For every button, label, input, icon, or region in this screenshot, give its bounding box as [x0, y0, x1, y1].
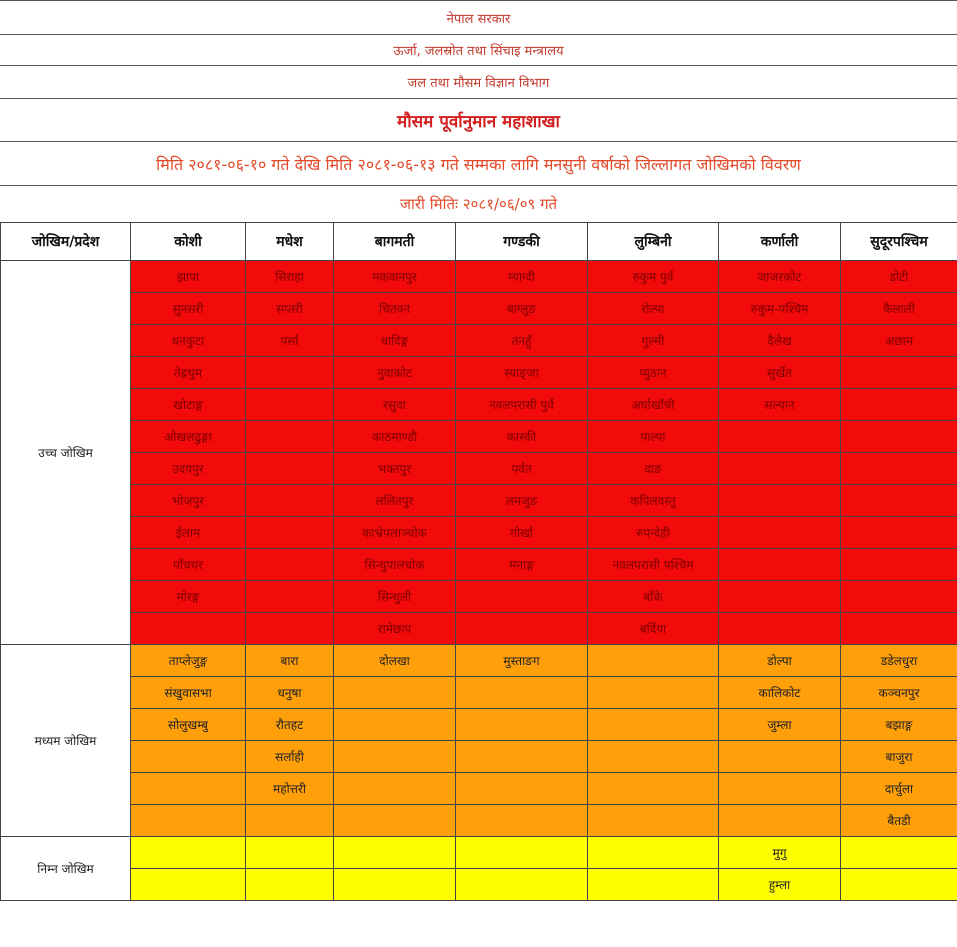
- district-cell: [456, 741, 588, 773]
- district-cell: ईलाम: [131, 517, 246, 549]
- district-cell: म्याग्दी: [456, 261, 588, 293]
- high-risk-label: उच्च जोखिम: [1, 261, 131, 645]
- district-cell: पाँचथर: [131, 549, 246, 581]
- district-cell: [456, 773, 588, 805]
- forecast-subject: मिति २०८१-०६-१० गते देखि मिति २०८१-०६-१३ गते सम्मका लागि मनसुनी वर्षाको जिल्लागत जोखिमको विवरण: [0, 141, 957, 185]
- table-row: [1, 549, 957, 581]
- table-row: [1, 837, 957, 869]
- district-cell: सिन्धुपालचोक: [334, 549, 456, 581]
- district-cell: [334, 741, 456, 773]
- district-cell: धनुषा: [246, 677, 334, 709]
- low-risk-label: निम्न जोखिम: [1, 837, 131, 901]
- column-header: लुम्बिनी: [588, 223, 719, 261]
- district-cell: दाङ: [588, 453, 719, 485]
- table-row: [1, 389, 957, 421]
- district-cell: [131, 869, 246, 901]
- district-cell: सल्यान: [719, 389, 841, 421]
- district-cell: [246, 613, 334, 645]
- column-header: कर्णाली: [719, 223, 841, 261]
- district-cell: [719, 485, 841, 517]
- district-cell: [246, 837, 334, 869]
- district-cell: बाग्लुङ: [456, 293, 588, 325]
- table-row: [1, 805, 957, 837]
- table-row: [1, 261, 957, 293]
- district-risk-table: [0, 222, 957, 901]
- header-row: [1, 223, 957, 261]
- district-cell: पर्वत: [456, 453, 588, 485]
- table-row: [1, 709, 957, 741]
- district-cell: नवलपरासी पश्चिम: [588, 549, 719, 581]
- table-row: [1, 293, 957, 325]
- district-cell: उदयपुर: [131, 453, 246, 485]
- government-name: नेपाल सरकार: [0, 0, 957, 34]
- district-cell: कास्की: [456, 421, 588, 453]
- district-cell: रोल्पा: [588, 293, 719, 325]
- column-header: मधेश: [246, 223, 334, 261]
- district-cell: रुकुम पुर्व: [588, 261, 719, 293]
- district-cell: कालिकोट: [719, 677, 841, 709]
- district-cell: सुर्खेत: [719, 357, 841, 389]
- district-cell: चितवन: [334, 293, 456, 325]
- district-cell: प्युठान: [588, 357, 719, 389]
- district-cell: [456, 869, 588, 901]
- district-cell: डोल्पा: [719, 645, 841, 677]
- district-cell: [719, 453, 841, 485]
- district-cell: [719, 613, 841, 645]
- district-cell: सर्लाही: [246, 741, 334, 773]
- department-name: जल तथा मौसम विज्ञान विभाग: [0, 65, 957, 98]
- district-cell: दोलखा: [334, 645, 456, 677]
- district-cell: [246, 517, 334, 549]
- district-cell: [131, 837, 246, 869]
- district-cell: गोर्खा: [456, 517, 588, 549]
- table-row: [1, 325, 957, 357]
- column-header: सुदूरपश्चिम: [841, 223, 957, 261]
- district-cell: [334, 709, 456, 741]
- district-cell: [246, 453, 334, 485]
- district-cell: [588, 677, 719, 709]
- district-cell: डडेलधुरा: [841, 645, 957, 677]
- district-cell: मकवानपुर: [334, 261, 456, 293]
- district-cell: [246, 389, 334, 421]
- district-cell: [588, 869, 719, 901]
- table-row: [1, 485, 957, 517]
- district-cell: रामेछाप: [334, 613, 456, 645]
- district-cell: [719, 549, 841, 581]
- district-cell: झापा: [131, 261, 246, 293]
- district-cell: [456, 837, 588, 869]
- district-cell: दार्चुला: [841, 773, 957, 805]
- district-cell: रुकुम-पश्चिम: [719, 293, 841, 325]
- district-cell: लमजुङ: [456, 485, 588, 517]
- district-cell: [719, 805, 841, 837]
- district-cell: [588, 741, 719, 773]
- issue-date: जारी मितिः २०८१/०६/०९ गते: [0, 185, 957, 222]
- district-cell: धनकुटा: [131, 325, 246, 357]
- district-cell: [246, 805, 334, 837]
- district-cell: [841, 389, 957, 421]
- district-cell: सुनसरी: [131, 293, 246, 325]
- district-cell: [841, 517, 957, 549]
- district-cell: बझाङ्ग: [841, 709, 957, 741]
- district-cell: स्याङ्जा: [456, 357, 588, 389]
- district-cell: [841, 549, 957, 581]
- district-cell: [456, 805, 588, 837]
- table-row: [1, 613, 957, 645]
- district-cell: [841, 453, 957, 485]
- district-cell: रसुवा: [334, 389, 456, 421]
- district-cell: अछाम: [841, 325, 957, 357]
- district-cell: [334, 677, 456, 709]
- district-cell: [719, 581, 841, 613]
- district-cell: ताप्लेजुङ्ग: [131, 645, 246, 677]
- district-cell: सिन्धुली: [334, 581, 456, 613]
- district-cell: [456, 581, 588, 613]
- district-cell: बाँके: [588, 581, 719, 613]
- district-cell: [841, 357, 957, 389]
- district-cell: पर्सा: [246, 325, 334, 357]
- table-row: [1, 741, 957, 773]
- district-cell: बैतडी: [841, 805, 957, 837]
- district-cell: दैलेख: [719, 325, 841, 357]
- district-cell: [719, 773, 841, 805]
- district-cell: सोलुखम्बु: [131, 709, 246, 741]
- district-cell: [456, 709, 588, 741]
- column-header: कोशी: [131, 223, 246, 261]
- district-cell: [246, 581, 334, 613]
- district-cell: [588, 773, 719, 805]
- district-cell: [841, 581, 957, 613]
- district-cell: सिराहा: [246, 261, 334, 293]
- district-cell: [246, 421, 334, 453]
- district-cell: [841, 837, 957, 869]
- column-header: जोखिम/प्रदेश: [1, 223, 131, 261]
- district-cell: [334, 805, 456, 837]
- district-cell: [719, 741, 841, 773]
- district-cell: गुल्मी: [588, 325, 719, 357]
- table-row: [1, 677, 957, 709]
- district-cell: [841, 869, 957, 901]
- district-cell: [456, 613, 588, 645]
- district-cell: [456, 677, 588, 709]
- district-cell: मनाङ्ग: [456, 549, 588, 581]
- district-cell: [841, 485, 957, 517]
- district-cell: [334, 773, 456, 805]
- district-cell: [246, 549, 334, 581]
- district-cell: महोत्तरी: [246, 773, 334, 805]
- district-cell: कञ्चनपुर: [841, 677, 957, 709]
- district-cell: [841, 613, 957, 645]
- district-cell: तनहुँ: [456, 325, 588, 357]
- district-cell: कपिलवस्तु: [588, 485, 719, 517]
- district-cell: खोटाङ्ग: [131, 389, 246, 421]
- district-cell: हुम्ला: [719, 869, 841, 901]
- district-cell: रौतहट: [246, 709, 334, 741]
- district-cell: [131, 805, 246, 837]
- district-cell: [588, 645, 719, 677]
- column-header: गण्डकी: [456, 223, 588, 261]
- table-row: [1, 773, 957, 805]
- district-cell: मुस्ताङग: [456, 645, 588, 677]
- district-cell: [588, 709, 719, 741]
- district-cell: [131, 741, 246, 773]
- district-cell: बर्दिया: [588, 613, 719, 645]
- table-body: [1, 261, 957, 901]
- column-header: बागमती: [334, 223, 456, 261]
- district-cell: पाल्पा: [588, 421, 719, 453]
- district-cell: [131, 773, 246, 805]
- district-cell: [841, 421, 957, 453]
- district-cell: ओखलढुङ्गा: [131, 421, 246, 453]
- table-row: [1, 517, 957, 549]
- district-cell: ललितपुर: [334, 485, 456, 517]
- district-cell: मोरङ्ग: [131, 581, 246, 613]
- district-cell: जाजरकोट: [719, 261, 841, 293]
- district-cell: तेह्रथुम: [131, 357, 246, 389]
- district-cell: [246, 357, 334, 389]
- district-cell: रुपन्देही: [588, 517, 719, 549]
- district-cell: मुगु: [719, 837, 841, 869]
- district-cell: [246, 869, 334, 901]
- district-cell: [719, 517, 841, 549]
- district-cell: [246, 485, 334, 517]
- district-cell: [131, 613, 246, 645]
- district-cell: नवलपरासी पुर्व: [456, 389, 588, 421]
- table-row: [1, 645, 957, 677]
- district-cell: सप्तरी: [246, 293, 334, 325]
- table-row: [1, 869, 957, 901]
- district-cell: बारा: [246, 645, 334, 677]
- table-row: [1, 581, 957, 613]
- district-cell: डोटी: [841, 261, 957, 293]
- ministry-name: ऊर्जा, जलस्रोत तथा सिंचाइ मन्त्रालय: [0, 34, 957, 65]
- district-cell: भक्तपुर: [334, 453, 456, 485]
- district-cell: जुम्ला: [719, 709, 841, 741]
- district-cell: धादिङ्ग: [334, 325, 456, 357]
- district-cell: [719, 421, 841, 453]
- district-cell: [334, 869, 456, 901]
- district-cell: [588, 837, 719, 869]
- table-row: [1, 421, 957, 453]
- district-cell: काठमाण्डौ: [334, 421, 456, 453]
- medium-risk-label: मध्यम जोखिम: [1, 645, 131, 837]
- district-cell: [334, 837, 456, 869]
- district-cell: भोजपुर: [131, 485, 246, 517]
- table-row: [1, 453, 957, 485]
- division-title: मौसम पूर्वानुमान महाशाखा: [0, 98, 957, 141]
- district-cell: नुवाकोट: [334, 357, 456, 389]
- district-cell: संखुवासभा: [131, 677, 246, 709]
- district-cell: कैलाली: [841, 293, 957, 325]
- district-cell: अर्घाखाँची: [588, 389, 719, 421]
- table-row: [1, 357, 957, 389]
- district-cell: [588, 805, 719, 837]
- district-cell: बाजुरा: [841, 741, 957, 773]
- district-cell: काभ्रेपलाञ्चोक: [334, 517, 456, 549]
